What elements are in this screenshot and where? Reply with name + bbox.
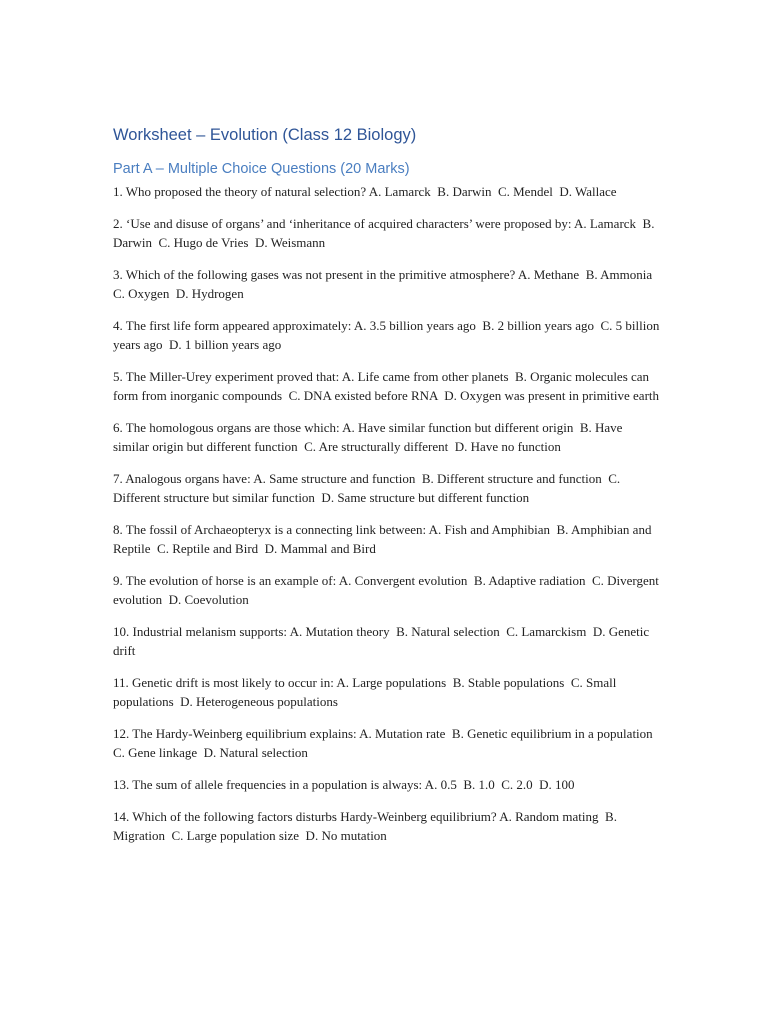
question-item: 2. ‘Use and disuse of organs’ and ‘inheritance of acquired characters’ were proposed by: A. Lamarck B. Darwin C. Hugo de Vries D. Weismann [113,216,658,250]
question-item: 12. The Hardy-Weinberg equilibrium explains: A. Mutation rate B. Genetic equilibrium in a population C. Gene linkage D. Natural selection [113,726,660,760]
question-item: 13. The sum of allele frequencies in a population is always: A. 0.5 B. 1.0 C. 2.0 D. 100 [113,777,575,792]
question-item: 4. The first life form appeared approximately: A. 3.5 billion years ago B. 2 billion years ago C. 5 billion years ago D. 1 billion years ago [113,318,663,352]
question-item: 10. Industrial melanism supports: A. Mutation theory B. Natural selection C. Lamarckism D. Genetic drift [113,624,653,658]
worksheet-title: Worksheet – Evolution (Class 12 Biology) [113,126,417,144]
question-item: 14. Which of the following factors disturbs Hardy-Weinberg equilibrium? A. Random mating B. Migration C. Large population size D. No mutation [113,809,621,843]
question-item: 1. Who proposed the theory of natural selection? A. Lamarck B. Darwin C. Mendel D. Wallace [113,184,617,199]
question-item: 6. The homologous organs are those which: A. Have similar function but different origin B. Have similar origin but different function C. Are structurally different D. Have no function [113,420,626,454]
question-item: 11. Genetic drift is most likely to occur in: A. Large populations B. Stable populations C. Small populations D. Heterogeneous populations [113,675,620,709]
question-item: 3. Which of the following gases was not present in the primitive atmosphere? A. Methane B. Ammonia C. Oxygen D. Hydrogen [113,267,659,301]
question-item: 9. The evolution of horse is an example of: A. Convergent evolution B. Adaptive radiation C. Divergent evolution D. Coevolution [113,573,663,607]
question-item: 8. The fossil of Archaeopteryx is a connecting link between: A. Fish and Amphibian B. Amphibian and Reptile C. Reptile and Bird D. Mammal and Bird [113,522,655,556]
question-item: 7. Analogous organs have: A. Same structure and function B. Different structure and function C. Different structure but similar function D. Same structure but different function [113,471,624,505]
question-item: 5. The Miller-Urey experiment proved that: A. Life came from other planets B. Organic molecules can form from inorganic compounds C. DNA existed before RNA D. Oxygen was present in primitive earth [113,369,660,403]
question-list [113,182,661,845]
part-a-heading: Part A – Multiple Choice Questions (20 Marks) [113,161,410,177]
document-page [113,122,661,858]
